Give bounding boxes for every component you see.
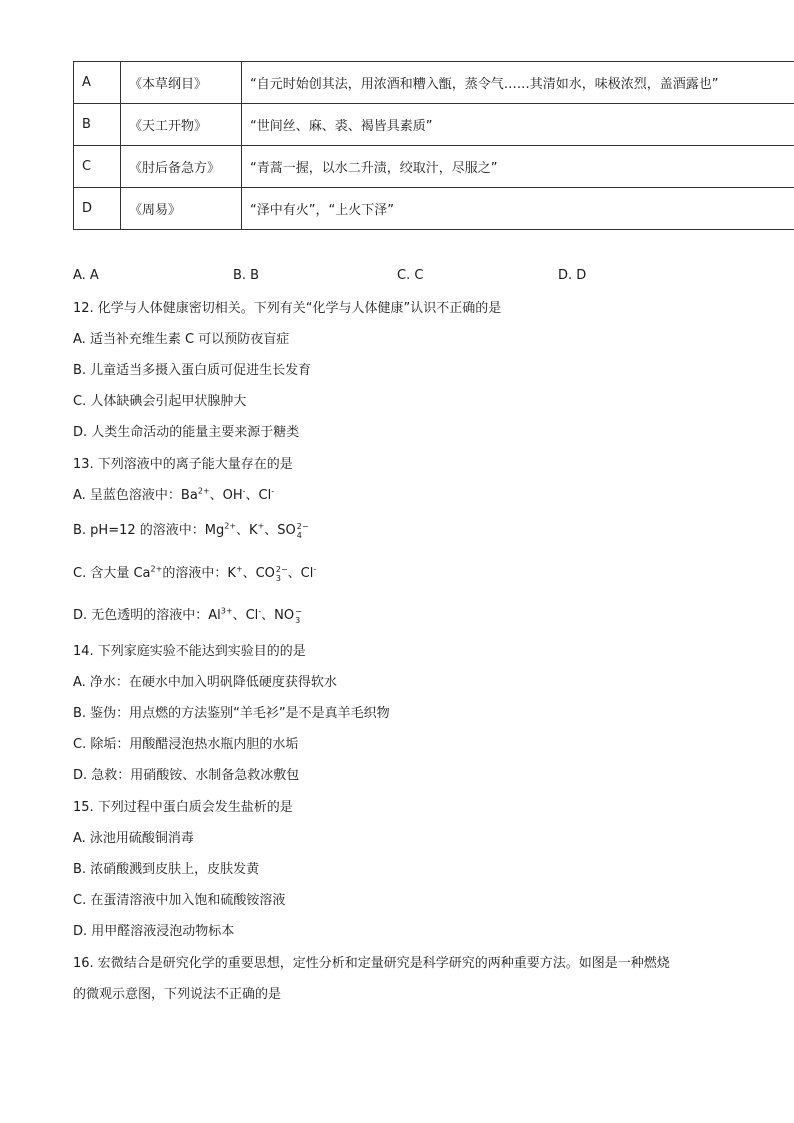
charge-sup: -	[258, 606, 262, 616]
charge-sup: -	[313, 564, 317, 574]
book-cell: 《周易》	[121, 188, 242, 230]
option-cell: C	[74, 146, 121, 188]
q14-option-c: C. 除垢：用酸醋浸泡热水瓶内胆的水垢	[73, 737, 299, 752]
charge-sup: 2−	[275, 564, 288, 574]
q11-option-a: A. A	[73, 268, 99, 283]
quote-cell: “自元时始创其法，用浓酒和糟入甑，蒸令气……其清如水，味极浓烈，盖酒露也”	[242, 62, 794, 104]
q11-option-d: D. D	[558, 268, 587, 283]
q14-stem: 14. 下列家庭实验不能达到实验目的的是	[73, 644, 306, 659]
q11-option-b: B. B	[233, 268, 260, 283]
charge-sup: +	[257, 521, 265, 531]
q16-stem-line1: 16. 宏微结合是研究化学的重要思想，定性分析和定量研究是科学研究的两种重要方法。如图是一种燃烧	[73, 956, 670, 971]
q12-option-a: A. 适当补充维生素 C 可以预防夜盲症	[73, 332, 290, 347]
charge-sup: -	[271, 486, 275, 496]
q14-option-b: B. 鉴伪：用点燃的方法鉴别“羊毛衫”是不是真羊毛织物	[73, 706, 390, 721]
book-cell: 《肘后备急方》	[121, 146, 242, 188]
q13-a-text: 、Cl	[245, 488, 272, 503]
q15-option-c: C. 在蛋清溶液中加入饱和硫酸铵溶液	[73, 893, 286, 908]
q14-option-d: D. 急救：用硝酸铵、水制备急救冰敷包	[73, 768, 300, 783]
q12-option-c: C. 人体缺碘会引起甲状腺肿大	[73, 394, 247, 409]
q13-c-text: C. 含大量 Ca	[73, 566, 151, 581]
quote-cell: “泽中有火”，“上火下泽”	[242, 188, 794, 230]
charge-sup: 2−	[296, 521, 309, 531]
charge-sup: 2+	[150, 564, 163, 574]
charge-sup: 2+	[197, 486, 210, 496]
q13-option-b	[73, 521, 309, 541]
option-cell: D	[74, 188, 121, 230]
table-row	[74, 146, 794, 188]
q13-c-text: 、Cl	[287, 566, 314, 581]
q13-c-text: 、CO	[242, 566, 275, 581]
option-cell: A	[74, 62, 121, 104]
charge-sup: +	[235, 564, 243, 574]
q15-option-a: A. 泳池用硫酸铜消毒	[73, 831, 194, 846]
q13-option-c	[73, 564, 316, 584]
q13-option-a	[73, 486, 274, 506]
quote-cell: “青蒿一握，以水二升渍，绞取汁，尽服之”	[242, 146, 794, 188]
q16-stem-line2: 的微观示意图，下列说法不正确的是	[73, 987, 282, 1002]
ion-script	[276, 565, 288, 583]
subscript: 4	[296, 530, 302, 540]
q13-a-text: 、OH	[209, 488, 243, 503]
q15-stem: 15. 下列过程中蛋白质会发生盐析的是	[73, 800, 293, 815]
q11-option-c: C. C	[397, 268, 424, 283]
subscript: 3	[295, 615, 301, 625]
quote-cell: “世间丝、麻、裘、褐皆具素质”	[242, 104, 794, 146]
q15-option-b: B. 浓硝酸溅到皮肤上，皮肤发黄	[73, 862, 260, 877]
table-row	[74, 104, 794, 146]
q15-option-d: D. 用甲醛溶液浸泡动物标本	[73, 924, 235, 939]
q13-a-text: A. 呈蓝色溶液中：Ba	[73, 488, 198, 503]
charge-sup: 3+	[220, 606, 233, 616]
q14-option-a: A. 净水：在硬水中加入明矾降低硬度获得软水	[73, 675, 337, 690]
ion-script	[297, 522, 309, 540]
q13-d-text: 、NO	[261, 608, 295, 623]
q12-stem: 12. 化学与人体健康密切相关。下列有关“化学与人体健康”认识不正确的是	[73, 301, 502, 316]
book-cell: 《天工开物》	[121, 104, 242, 146]
ion-script	[295, 607, 302, 625]
q12-option-d: D. 人类生命活动的能量主要来源于糖类	[73, 425, 300, 440]
q13-b-text: B. pH=12 的溶液中：Mg	[73, 523, 225, 538]
q13-b-text: 、SO	[264, 523, 296, 538]
option-cell: B	[74, 104, 121, 146]
source-table	[73, 61, 794, 230]
charge-sup: −	[295, 606, 302, 616]
q13-stem: 13. 下列溶液中的离子能大量存在的是	[73, 457, 293, 472]
charge-sup: 2+	[224, 521, 237, 531]
q13-d-text: D. 无色透明的溶液中：Al	[73, 608, 221, 623]
book-cell: 《本草纲目》	[121, 62, 242, 104]
q13-option-d	[73, 606, 302, 626]
charge-sup: -	[242, 486, 246, 496]
q12-option-b: B. 儿童适当多摄入蛋白质可促进生长发育	[73, 363, 312, 378]
subscript: 3	[275, 573, 281, 583]
q13-b-text: 、K	[236, 523, 258, 538]
q13-c-text: 的溶液中：K	[162, 566, 236, 581]
table-row	[74, 62, 794, 104]
q11-options	[73, 268, 773, 288]
table-row	[74, 188, 794, 230]
q13-d-text: 、Cl	[232, 608, 259, 623]
